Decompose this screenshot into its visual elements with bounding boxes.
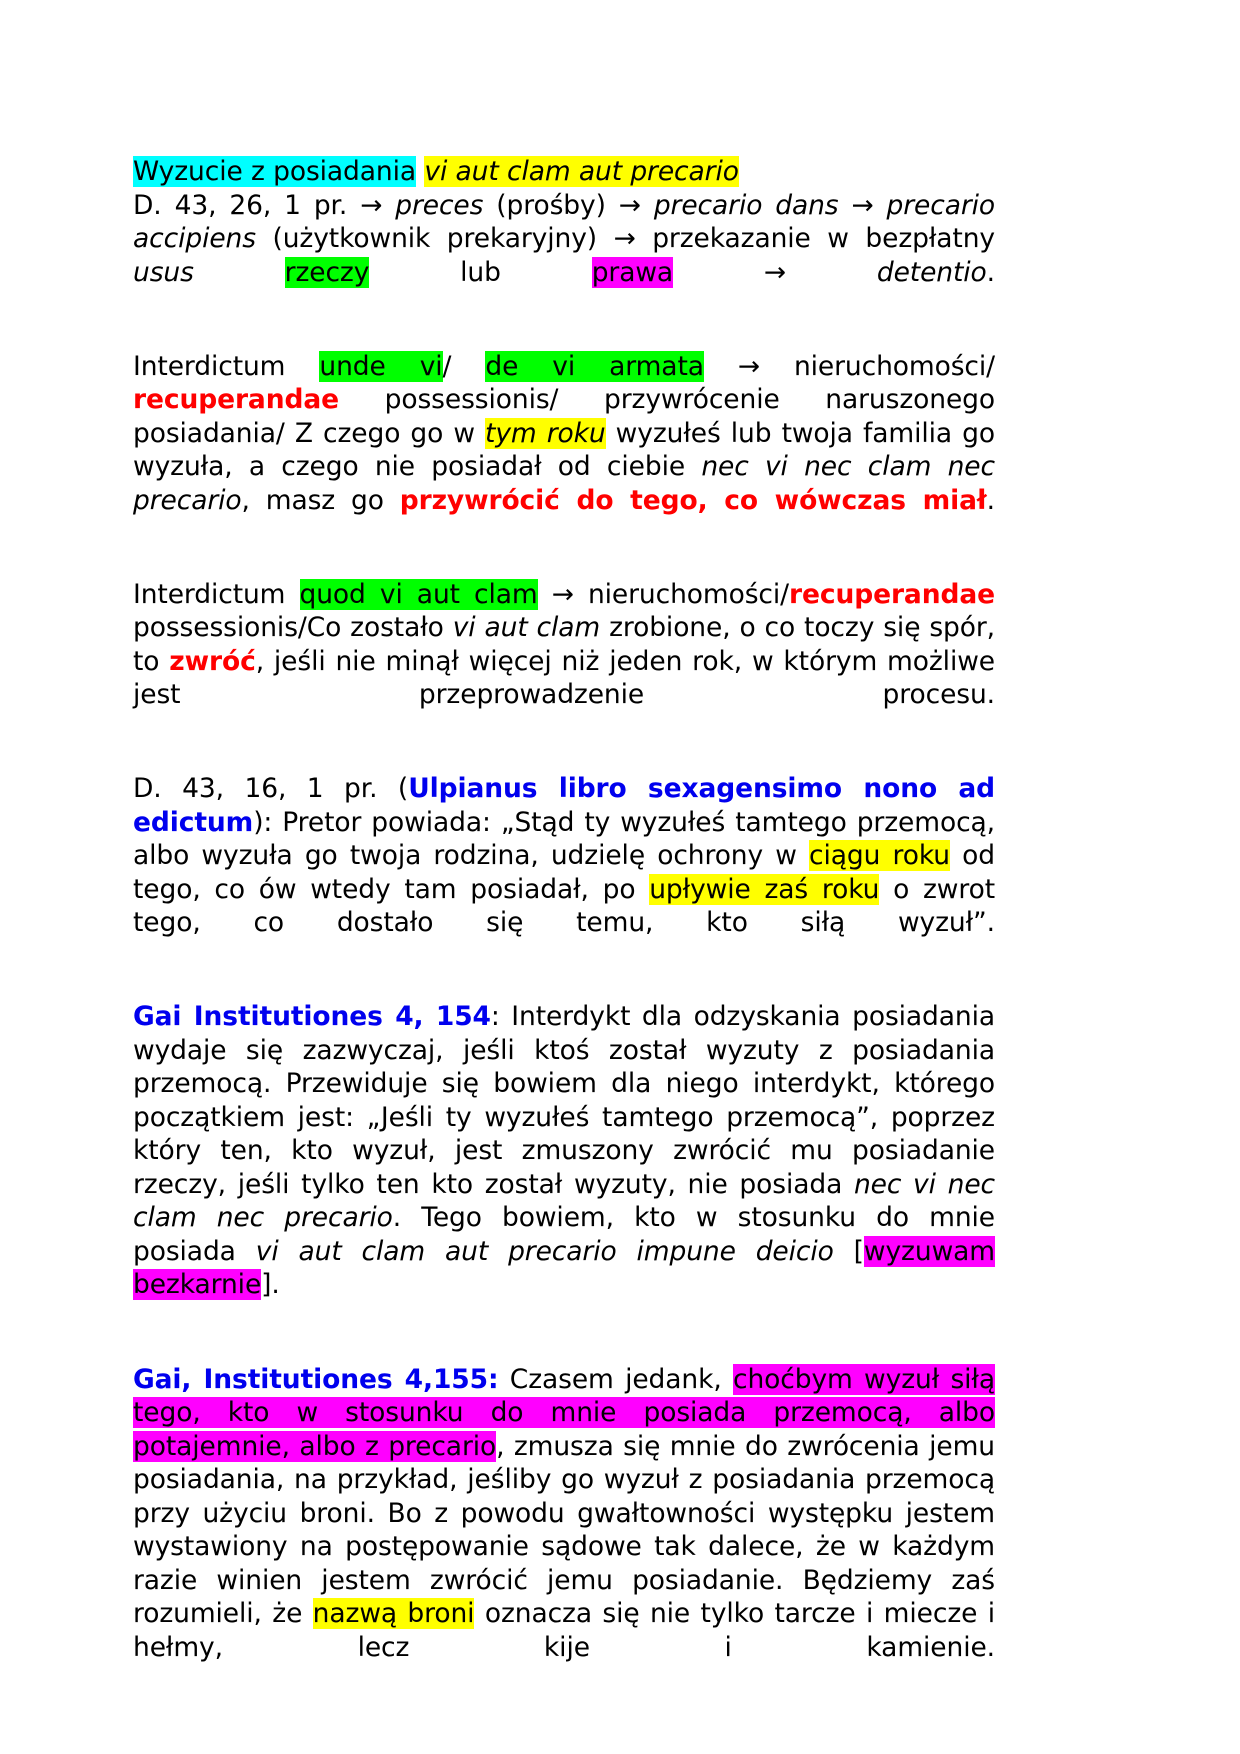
p2-text-4: possessionis/ przywrócenie naruszonego posiadania/ Z czego go w (133, 384, 995, 449)
p6-highlight-magenta-chocbym-wyzul: choćbym wyzuł siłą tego, kto w stosunku do mnie posiada przemocą, albo potajemnie, albo z precario (133, 1363, 995, 1462)
p2-red-przywrocic: przywrócić do tego, co wówczas miał (399, 484, 987, 516)
p1-text-5: lub (369, 256, 592, 288)
title-highlight-yellow: vi aut clam aut precario (424, 156, 739, 187)
p3-italic-vi-aut-clam: vi aut clam (452, 612, 601, 644)
p3-highlight-green-quod-vi-aut-clam: quod vi aut clam (299, 578, 538, 610)
p5-highlight-magenta-wyzuwam-bezkarnie: wyzuwam bezkarnie (133, 1235, 995, 1301)
p3-text-5: , jeśli nie minął więcej niż jeden rok, w którym możliwe jest przeprowadzenie procesu. (133, 645, 995, 711)
p1-highlight-magenta-prawa: prawa (591, 256, 674, 288)
p4-highlight-yellow-uplywie-zas-roku: upływie zaś roku (649, 873, 880, 905)
p6-text-3: oznacza się nie tylko tarcze i miecze i hełmy, lecz kije i kamienie. (133, 1598, 995, 1663)
p1-italic-preces: preces (382, 189, 497, 221)
arrow-icon: → (537, 578, 574, 610)
paragraph-d-43-16-1-pr (133, 772, 995, 973)
p1-italic-precario-dans: precario dans (640, 189, 852, 221)
p3-text-3: possessionis/Co zostało (133, 612, 453, 644)
p6-text-2: , zmusza się mnie do zwrócenia jemu posiadania, na przykład, jeśliby go wyzuł z posiadania przemocą przy użyciu broni. Bo z powodu gwałtowności występku jestem wystawiony na postępowanie sądowe tak dalece, że w każdym razie winien jestem zwrócić jemu posiadanie. Będziemy zaś rozumieli, że (133, 1430, 995, 1630)
p3-red-recuperandae: recuperandae (789, 578, 995, 610)
p5-text-1: : Interdykt dla odzyskania posiadania wydaje się zazwyczaj, jeśli ktoś został wyzuty z posiadania przemocą. Przewiduje się bowiem dla niego interdykt, którego początkiem jest: „Jeśli ty wyzułeś tamtego przemocą”, poprzez który ten, kto wyzuł, jest zmuszony zwrócić mu posiadanie rzeczy, jeśli tylko ten kto został wyzuty, nie posiada (133, 1001, 996, 1200)
p2-text-7: . (986, 484, 995, 516)
p1-italic-usus: usus (133, 256, 285, 288)
p4-text-2: ): Pretor powiada: „Stąd ty wyzułeś tamtego przemocą, albo wyzuła go twoja rodzina, udzielę ochrony w (133, 806, 995, 872)
arrow-icon: → (613, 223, 636, 255)
arrow-icon: → (851, 189, 874, 221)
p5-text-3: [ (833, 1235, 864, 1267)
p1-italic-precario-accipiens: precario accipiens (133, 189, 996, 255)
p5-text-2: . Tego bowiem, kto w stosunku do mnie posiada (133, 1202, 995, 1267)
p2-text-1: Interdictum (133, 350, 320, 382)
p1-highlight-green-rzeczy: rzeczy (284, 256, 370, 288)
paragraph-precarium (133, 155, 995, 323)
p2-text-6: , masz go (241, 484, 400, 516)
p5-italic-nec-vi-nec-clam: nec vi nec clam nec precario (133, 1168, 995, 1234)
p1-italic-detentio: detentio (786, 256, 987, 288)
p3-text-4: zrobione, o co toczy się spór, to (133, 612, 995, 677)
p6-blue-gai-citation: Gai, Institutiones 4,155: (133, 1363, 499, 1395)
p2-text-2: / (442, 350, 486, 382)
p4-text-1: D. 43, 16, 1 pr. ( (133, 773, 409, 805)
arrow-icon: → (618, 189, 641, 221)
p2-italic-nec-vi-nec-clam: nec vi nec clam nec precario (133, 451, 995, 516)
p4-blue-ulpianus-citation: Ulpianus libro sexagensimo nono ad edictum (133, 773, 996, 838)
p5-text-4: ]. (261, 1269, 280, 1301)
p2-text-3: nieruchomości/ (759, 350, 995, 382)
title-highlight-cyan: Wyzucie z posiadania (133, 156, 417, 187)
p3-text-1: Interdictum (133, 578, 300, 610)
paragraph-interdictum-unde-vi (133, 350, 995, 551)
p5-italic-impune-deicio: vi aut clam aut precario impune deicio (255, 1235, 834, 1267)
p2-text-5: wyzułeś lub twoja familia go wyzuła, a czego nie posiadał od ciebie (133, 417, 995, 483)
p4-text-4: o zwrot tego, co dostało się temu, kto siłą wyzuł”. (133, 873, 995, 939)
p2-highlight-yellow-tym-roku: tym roku (485, 417, 606, 449)
arrow-icon: → (360, 189, 383, 221)
p1-text-4: przekazanie w bezpłatny (635, 223, 995, 255)
p1-text-6: . (986, 256, 995, 288)
paragraph-gai-4-154 (133, 1000, 995, 1335)
p1-text-1: D. 43, 26, 1 pr. (133, 189, 361, 221)
paragraph-gai-4-155 (133, 1363, 995, 1698)
p1-text-2: (prośby) (496, 189, 619, 221)
document-body (133, 155, 995, 1698)
paragraph-interdictum-quod-vi-aut-clam (133, 578, 995, 746)
p4-highlight-yellow-ciagu-roku: ciągu roku (809, 840, 950, 872)
arrow-icon: → (703, 350, 760, 382)
p4-text-3: od tego, co ów wtedy tam posiadał, po (133, 840, 995, 905)
p3-red-zwroc: zwróć (169, 645, 256, 677)
arrow-icon: → (673, 256, 787, 288)
p2-red-recuperandae: recuperandae (133, 384, 339, 416)
p5-blue-gai-citation: Gai Institutiones 4, 154 (133, 1001, 491, 1033)
p6-text-1: Czasem jedank, (498, 1363, 733, 1395)
p2-highlight-green-de-vi-armata: de vi armata (485, 350, 704, 382)
p1-text-3: (użytkownik prekaryjny) (272, 223, 614, 255)
p3-text-2: nieruchomości/ (573, 578, 789, 610)
p6-highlight-yellow-nazwa-broni: nazwą broni (312, 1598, 475, 1630)
p2-highlight-green-unde-vi: unde vi (319, 350, 443, 382)
